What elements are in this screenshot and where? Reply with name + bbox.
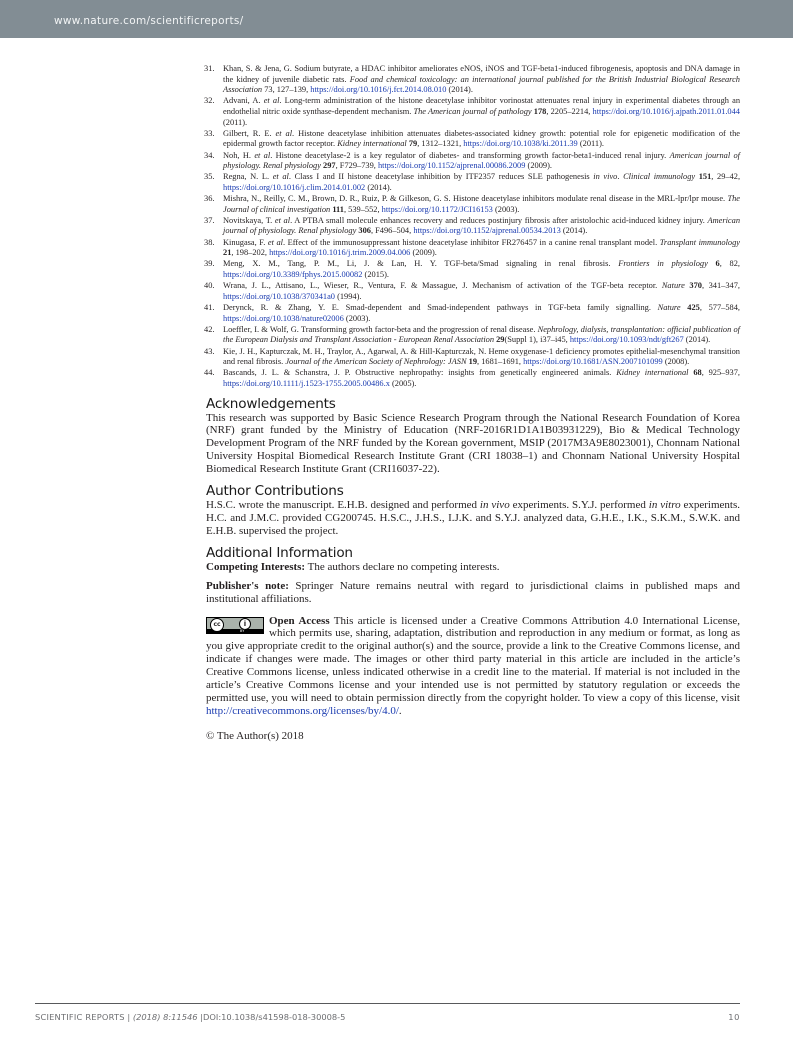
doi-link[interactable]: https://doi.org/10.1016/j.ajpath.2011.01.044 [592, 106, 740, 116]
text-segment: . Histone deacetylase inhibition attenuates diabetes-associated kidney growth: potential role for epigenetic modification of the epidermal growth factor receptor. [223, 128, 740, 149]
reference-item [206, 281, 740, 302]
footer-citation: (2018) 8:11546 [132, 1012, 198, 1022]
text-segment: Kie, J. H., Kapturczak, M. H., Traylor, A., Agarwal, A. & Hill-Kapturczak, N. Heme oxygenase-1 deficiency promotes epithelial-mesenchymal transition and renal fibrosis. [223, 346, 740, 367]
italic-text: Frontiers in physiology [618, 259, 708, 269]
italic-text: et al [263, 96, 280, 106]
italic-text: et al [254, 150, 271, 160]
volume-number: 297 [323, 161, 336, 171]
reference-number: 39. [204, 259, 215, 269]
competing-interests-label: Competing Interests: [206, 560, 306, 573]
text-segment: (2003). [492, 204, 520, 214]
reference-number: 38. [204, 237, 215, 247]
italic-text: Nature [661, 281, 685, 291]
reference-list [206, 64, 740, 390]
text-segment: , 198–202, [231, 248, 270, 258]
reference-item [206, 194, 740, 215]
doi-link[interactable]: https://doi.org/10.3389/fphys.2015.00082 [223, 270, 363, 280]
doi-link[interactable]: https://doi.org/10.1172/JCI16153 [381, 204, 493, 214]
license-link[interactable]: http://creativecommons.org/licenses/by/4.0/ [206, 704, 399, 717]
footer-separator: | [124, 1012, 133, 1022]
italic-text: et al [272, 172, 289, 182]
text-segment: (2014). [683, 335, 711, 345]
text-segment: H.S.C. wrote the manuscript. E.H.B. designed and performed [206, 499, 480, 512]
italic-text: Nephrology, dialysis, transplantation: official publication of the European Dialysis and Transplant Association - European Renal Association [223, 324, 740, 345]
text-segment: (Suppl 1), i37–i45, [504, 335, 570, 345]
volume-number: 425 [687, 303, 700, 312]
text-segment: Kinugasa, F. [223, 237, 268, 247]
text-segment: Mishra, N., Reilly, C. M., Brown, D. R., Ruiz, P. & Gilkeson, G. S. Histone deacetylase inhibitors modulate renal disease in the MRL-lpr/lpr mouse. [223, 194, 728, 204]
doi-link[interactable]: https://doi.org/10.1016/j.clim.2014.01.002 [223, 182, 366, 192]
italic-text: et al [267, 237, 284, 247]
text-segment: , 29–42, [711, 172, 741, 182]
text-segment: (2014). [365, 182, 392, 192]
reference-number: 32. [204, 96, 215, 106]
italic-text: et al [275, 128, 293, 138]
site-url[interactable]: www.nature.com/scientificreports/ [54, 15, 244, 27]
volume-number: 79 [408, 139, 418, 149]
text-segment: Advani, A. [223, 96, 264, 106]
italic-text: The American journal of pathology [413, 106, 532, 116]
open-access-section [206, 615, 740, 718]
volume-number: 6 [715, 259, 720, 269]
cc-icon: cc [210, 618, 224, 632]
additional-information-section [206, 546, 740, 606]
text-segment: , 577–584, [699, 303, 740, 312]
reference-item [206, 64, 740, 96]
text-segment: (2014). [560, 226, 588, 236]
text-segment: (2008). [662, 357, 690, 367]
volume-number: 111 [332, 204, 344, 214]
text-segment: Khan, S. & Jena, G. Sodium butyrate, a HDAC inhibitor ameliorates eNOS, iNOS and TGF-beta1-induced fibrogenesis, apoptosis and DNA damage in the kidney of juvenile diabetic rats. [223, 64, 740, 84]
reference-number: 43. [204, 346, 215, 356]
text-segment: , 2205–2214, [546, 106, 593, 116]
volume-number: 21 [223, 248, 232, 258]
text-segment: Meng, X. M., Tang, P. M., Li, J. & Lan, H. Y. TGF-beta/Smad signaling in renal fibrosis. [223, 259, 619, 269]
open-access-body: This article is licensed under a Creative Commons Attribution 4.0 International License, which permits use, sharing, adaptation, distribution and reproduction in any medium or format, as long as you give appropriate credit to the original author(s) and the source, provide a link to the Creative Commons license, and indicate if changes were made. The images or other third party material in this article are included in the article’s Creative Commons license, unless indicated otherwise in a credit line to the material. If material is not included in the article’s Creative Commons license and your intended use is not permitted by statutory regulation or exceeds the permitted use, you will need to obtain permission directly from the copyright holder. To view a copy of this license, visit [206, 614, 740, 704]
reference-number: 34. [204, 150, 215, 160]
additional-information-heading: Additional Information [206, 544, 353, 561]
volume-number: 370 [689, 281, 702, 291]
by-label: BY [240, 628, 245, 633]
site-header-bar [0, 0, 793, 38]
doi-link[interactable]: https://doi.org/10.1038/370341a0 [223, 291, 335, 301]
text-segment: 73, 127–139, [262, 85, 311, 95]
copyright-notice: © The Author(s) 2018 [206, 729, 304, 742]
reference-item [206, 238, 740, 259]
text-segment: , F496–504, [370, 226, 414, 236]
text-segment: (2011). [223, 117, 248, 127]
competing-interests [206, 561, 740, 574]
italic-text: The Journal of clinical investigation [223, 194, 740, 214]
acknowledgements-text: This research was supported by Basic Science Research Program through the National Research Foundation of Korea (NRF) grant funded by the Ministry of Education (NRF-2016R1D1A1B03931229), Bio & Medical Technology Development Program of the NRF funded by the Korean government, MSIP (2017M3A9E8023001), Chonnam National University Hospital Biomedical Research Institute Grant (CRI 18038–1) and Chonnam National University Hospital Biomedical Research Institute Grant (CRI16037-22). [206, 411, 740, 476]
doi-link[interactable]: https://doi.org/10.1038/ki.2011.39 [463, 139, 578, 149]
acknowledgements-section [206, 397, 740, 477]
text-segment: . Class I and II histone deacetylase inhibition by ITF2357 reduces SLE pathogenesis [288, 172, 594, 182]
volume-number: 306 [358, 226, 371, 236]
reference-number: 31. [204, 64, 215, 73]
doi-link[interactable]: https://doi.org/10.1016/j.fct.2014.08.010 [310, 85, 447, 95]
competing-interests-text: The authors declare no competing interests. [305, 560, 500, 573]
reference-number: 33. [204, 128, 215, 138]
author-contributions-text [206, 499, 740, 538]
footer-journal-name: SCIENTIFIC REPORTS [35, 1012, 125, 1022]
reference-number: 36. [204, 194, 215, 204]
reference-item [206, 129, 740, 150]
text-segment: (2011). [577, 139, 604, 149]
reference-item [206, 216, 740, 237]
open-access-label: Open Access [269, 614, 330, 627]
open-access-text [206, 615, 740, 718]
text-segment: (2015). [362, 270, 389, 280]
reference-item [206, 347, 740, 368]
volume-number: 68 [693, 368, 702, 378]
reference-item [206, 368, 740, 389]
cc-by-license-icon[interactable] [206, 617, 264, 634]
text-segment: Wrana, J. L., Attisano, L., Wieser, R., Ventura, F. & Massague, J. Mechanism of activation of the TGF-beta receptor. [223, 281, 662, 291]
text-segment: (2009). [525, 161, 552, 171]
reference-item [206, 303, 740, 324]
page-footer [35, 1012, 740, 1022]
doi-link[interactable]: https://doi.org/10.1038/nature02006 [223, 313, 344, 323]
text-segment: Noh, H. [223, 150, 255, 160]
text-segment: Loeffler, I. & Wolf, G. Transforming growth factor-beta and the progression of renal disease. [223, 324, 538, 334]
volume-number: 19 [468, 357, 477, 367]
reference-item [206, 325, 740, 346]
text-segment: (2014). [446, 85, 473, 95]
doi-link[interactable]: https://doi.org/10.1681/ASN.2007101099 [523, 357, 663, 367]
page-number: 10 [728, 1012, 740, 1022]
reference-number: 40. [204, 281, 215, 291]
italic-text: American journal of physiology. Renal physiology [223, 215, 741, 236]
author-contributions-section [206, 484, 740, 538]
footer-separator: | [197, 1012, 203, 1022]
page-content [206, 64, 740, 743]
text-segment: , 1312–1321, [417, 139, 464, 149]
doi-link[interactable]: https://doi.org/10.1152/ajprenal.00534.2013 [413, 226, 561, 236]
italic-text: Journal of the American Society of Nephrology: JASN [285, 357, 467, 367]
text-segment: (1994). [334, 291, 362, 301]
text-segment: , 82, [719, 259, 741, 269]
italic-text: Clinical immunology [623, 172, 696, 182]
text-segment: Gilbert, R. E. [223, 128, 276, 138]
publishers-note-text: Springer Nature remains neutral with regard to jurisdictional claims in published maps and institutional affiliations. [206, 579, 740, 605]
text-segment: Bascands, J. L. & Schanstra, J. P. Obstructive nephropathy: insights from genetically engineered animals. [223, 368, 617, 378]
text-segment: . A PTBA small molecule enhances recovery and reduces postinjury fibrosis after aristolochic acid-induced kidney injury. [290, 215, 708, 225]
text-segment: Derynck, R. & Zhang, Y. E. Smad-dependent and Smad-independent pathways in TGF-beta family signalling. [223, 303, 658, 312]
volume-number: 29 [496, 335, 505, 345]
text-segment [708, 259, 716, 268]
doi-link[interactable]: https://doi.org/10.1016/j.trim.2009.04.006 [269, 248, 411, 258]
text-segment: experiments. S.Y.J. performed [509, 499, 649, 512]
footer-divider [35, 1003, 740, 1004]
text-segment: . Histone deacetylase-2 is a key regulator of diabetes- and transforming growth factor-beta1-induced renal injury. [270, 150, 670, 160]
text-segment: , 539–552, [343, 204, 382, 214]
text-segment: . Long-term administration of the histone deacetylase inhibitor vorinostat attenuates renal injury in experimental diabetes through an endothelial nitric oxide synthase-dependent mechanism. [223, 96, 741, 116]
reference-number: 35. [204, 172, 215, 182]
footer-doi: DOI:10.1038/s41598-018-30008-5 [202, 1012, 346, 1022]
reference-item [206, 172, 740, 193]
doi-link[interactable]: https://doi.org/10.1152/ajprenal.00086.2009 [377, 161, 526, 171]
doi-link[interactable]: https://doi.org/10.1093/ndt/gft267 [569, 335, 684, 345]
italic-text: Kidney international [616, 368, 689, 378]
text-segment: , 341–347, [701, 281, 741, 291]
italic-text: Transplant immunology [659, 237, 740, 247]
publishers-note-label: Publisher's note: [206, 579, 289, 592]
reference-item [206, 96, 740, 128]
attribution-icon: i [239, 618, 251, 630]
italic-text: in vitro [648, 499, 681, 512]
text-segment: (2009). [410, 248, 437, 258]
italic-text: et al [274, 215, 291, 225]
text-segment: (2003). [343, 313, 371, 323]
italic-text: Nature [657, 303, 681, 312]
italic-text: American journal of physiology. Renal physiology [223, 150, 740, 171]
text-segment: Novitskaya, T. [223, 215, 275, 225]
text-segment: . [617, 172, 624, 182]
italic-text: Kidney international [337, 139, 407, 149]
volume-number: 178 [533, 106, 547, 116]
italic-text: in vivo [479, 499, 510, 512]
reference-number: 41. [204, 303, 215, 312]
acknowledgements-heading: Acknowledgements [206, 395, 336, 412]
reference-item [206, 259, 740, 280]
author-contributions-heading: Author Contributions [206, 483, 344, 500]
text-segment: Regna, N. L. [223, 172, 273, 182]
publishers-note [206, 580, 740, 606]
text-segment: experiments. H.C. and J.M.C. provided CG200745. H.S.C., J.H.S., I.J.K. and S.Y.J. analyzed data, G.H.E., I.K., S.K.M., S.W.K. and E.H.B. supervised the project. [206, 499, 740, 537]
reference-number: 42. [204, 324, 215, 334]
reference-item [206, 151, 740, 172]
text-segment: , 1681–1691, [477, 357, 524, 367]
doi-link[interactable]: https://doi.org/10.1111/j.1523-1755.2005.00486.x [223, 378, 390, 388]
italic-text: Food and chemical toxicology: an international journal published for the British Industrial Biological Research Association [223, 74, 740, 95]
reference-number: 44. [204, 368, 215, 378]
volume-number: 151 [698, 172, 712, 182]
open-access-end: . [398, 704, 402, 717]
text-segment: (2005). [389, 378, 417, 388]
reference-number: 37. [204, 215, 215, 225]
text-segment: , F729–739, [335, 161, 378, 171]
text-segment: . Effect of the immunosuppressant histone deacetylase inhibitor FR276457 in a canine renal transplant model. [283, 237, 660, 247]
text-segment: , 925–937, [701, 368, 740, 378]
italic-text: in vivo [593, 172, 618, 182]
